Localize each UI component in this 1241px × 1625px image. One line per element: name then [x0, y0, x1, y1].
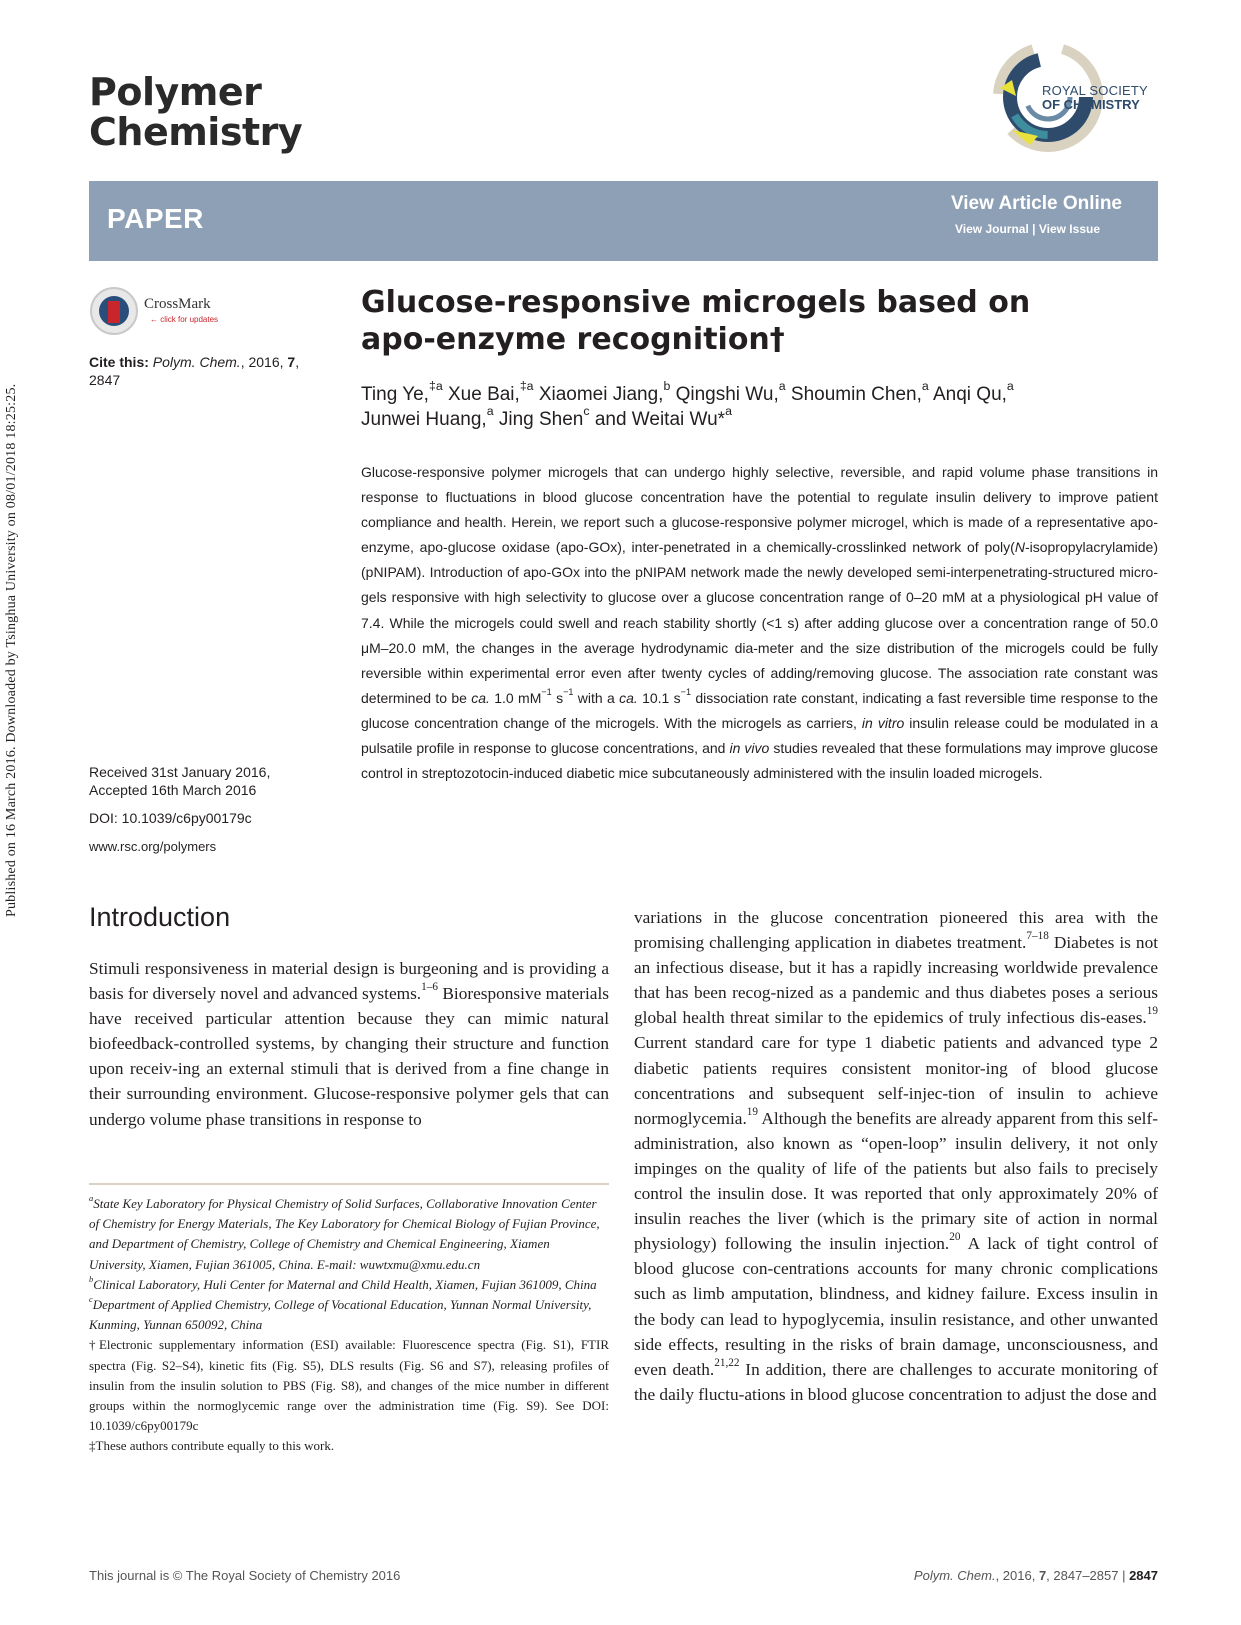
crossmark-icon — [90, 287, 138, 335]
link-separator: | — [1032, 222, 1036, 236]
crossmark-subtitle: ← click for updates — [150, 315, 219, 324]
intro-column-right: variations in the glucose concentration pioneered this area with the promising challenging application in diabetes treatment.$^{7-18}$ Diabetes is not an infectious disease, but it has a rapidly increasing worldwide prevalence that has been recog-nized as a pandemic and thus diabetes poses a serious global health threat similar to the epidemics of truly infectious dis-eases.$^{19}$ Current standard care for type 1 diabetic patients and advanced type 2 diabetic patients requires consistent monitor-ing of blood glucose concentrations and subsequent self-injec-tion of insulin to achieve normoglycemia.$^{19}$ Although the benefits are already apparent from this self-administration, also known as “open-loop” insulin delivery, it not only impinges on the quality of life of the patients but also fails to precisely control the insulin dose. It was reported that only approximately 20% of insulin reaches the liver (which is the primary site of action in normal physiology) following the insulin injection.$^{20}$ A lack of tight control of blood glucose con-centrations accounts for many chronic complications such as limb amputation, blindness, and kidney failure. Excess insulin in the body can lead to hypoglycemia, insulin resistance, and other unwanted side effects, resulting in the risks of brain damage, unconsciousness, and even death.$^{21,22}$ In addition, there are challenges to accurate monitoring of the daily fluctu-ations in blood glucose concentration to adjust the dose and — [634, 908, 1159, 1404]
crossmark-title: CrossMark — [144, 296, 211, 312]
reference-link[interactable]: 1–6 — [421, 981, 438, 994]
download-note: Published on 16 March 2016. Downloaded by Tsinghua University on 08/01/2018 18:25:25. — [4, 383, 19, 917]
affiliation-a: $^a$State Key Laboratory for Physical Chemistry of Solid Surfaces, Collaborative Innovation Center of Chemistry for Energy Materials, The Key Laboratory for Chemical Biology of Fujian Province, and Department of Chemistry, College of Chemistry and Chemical Engineering, Xiamen University, Xiamen, Fujian 361005, China. E-mail: wuwtxmu@xmu.edu.cn — [89, 1192, 600, 1272]
page-number: 2847 — [1129, 1568, 1158, 1583]
reference-link[interactable]: 7–18 — [1026, 930, 1049, 943]
footer-copyright: This journal is © The Royal Society of Chemistry 2016 — [89, 1568, 401, 1583]
article-title-line2: apo-enzyme recognition† — [361, 322, 785, 357]
footer-citation: Polym. Chem., 2016, 7, 2847–2857 | 2847 — [913, 1568, 1158, 1583]
article-title-line1: Glucose-responsive microgels based on — [361, 285, 1031, 320]
cite-prefix: Cite this: — [89, 354, 149, 370]
rsc-logo-line2: OF CHEMISTRY — [1042, 97, 1140, 112]
cite-page: 2847 — [89, 372, 121, 388]
article-type-label: PAPER — [107, 203, 204, 234]
reference-link[interactable]: 20 — [949, 1231, 961, 1244]
journal-title — [89, 72, 409, 152]
view-issue-link[interactable]: View Issue — [1038, 222, 1100, 236]
journal-title-line1: Polymer — [89, 70, 262, 114]
cite-volume: 7 — [287, 354, 296, 370]
esi-note: †Electronic supplementary information (ESI) available: Fluorescence spectra (Fig. S1), FTIR spectra (Fig. S2–S4), kinetic fits (Fig. S5), DLS results (Fig. S6 and S7), releasing profiles of insulin from the insulin solution to PBS (Fig. S8), and changes of the mice number in different groups within the normoglycemic range over the administration time (Fig. S9). See DOI: 10.1039/c6py00179c — [89, 1337, 609, 1434]
reference-link[interactable]: 19 — [1146, 1005, 1158, 1018]
affiliation-b: $^b$Clinical Laboratory, Huli Center for Maternal and Child Health, Xiamen, Fujian 361009, China — [89, 1273, 597, 1292]
article-banner — [89, 181, 1158, 261]
journal-url[interactable]: www.rsc.org/polymers — [89, 839, 217, 854]
crossmark-badge[interactable] — [90, 287, 240, 337]
accepted-date: Accepted 16th March 2016 — [89, 782, 257, 798]
journal-title-line2: Chemistry — [89, 110, 303, 154]
section-heading-introduction: Introduction — [89, 902, 231, 932]
intro-column-left: Stimuli responsiveness in material design is burgeoning and is providing a basis for diversely novel and advanced systems.$^{1-6}$ Bioresponsive materials have received particular attention because they can mimic natural biofeedback-controlled systems, by changing their structure and function upon receiv-ing an external stimuli that is derived from a fine change in their surrounding environment. Glucose-responsive polymer gels that can undergo volume phase transitions in response to — [89, 959, 610, 1129]
footnote-divider — [89, 1183, 609, 1185]
rsc-logo-text — [1042, 84, 1172, 112]
view-links — [955, 222, 1100, 236]
equal-contribution-note: ‡These authors contribute equally to this work. — [89, 1438, 335, 1454]
article-title — [361, 284, 1141, 358]
view-article-online-link[interactable]: View Article Online — [950, 193, 1122, 214]
affiliation-c: $^c$Department of Applied Chemistry, College of Vocational Education, Yunnan Normal University, Kunming, Yunnan 650092, China — [89, 1294, 592, 1333]
view-journal-link[interactable]: View Journal — [954, 222, 1029, 236]
author-list: Ting Ye,$^{\ddagger a}$ Xue Bai,$^{\ddagger a}$ Xiaomei Jiang,$^b$ Qingshi Wu,$^a$ Shoumin Chen,$^a$ Anqi Qu,$^a$ Junwei Huang,$^a$ Jing Shen$^c$ and Weitai Wu*$^a$ — [361, 379, 1014, 430]
article-metadata — [89, 763, 339, 856]
footnotes — [89, 1194, 609, 1457]
abstract: Glucose-responsive polymer microgels that can undergo highly selective, reversible, and rapid volume phase transitions in response to fluctuations in blood glucose concentration have the potential to regulate insulin delivery to improve patient compliance and health. Herein, we report such a glucose-responsive polymer microgel, which is made of a representative apo-enzyme, apo-glucose oxidase (apo-GOx), inter-penetrated in a chemically-crosslinked network of poly(N-isopropylacrylamide) (pNIPAM). Introduction of apo-GOx into the pNIPAM network made the newly developed semi-interpenetrating-structured micro-gels responsive with high selectivity to glucose over a glucose concentration range of 0–20 mM at a physiological pH value of 7.4. While the microgels could swell and reach stability shortly (<1 s) after adding glucose over a concentration range of 50.0 μM–20.0 mM, the changes in the average hydrodynamic dia-meter and the size distribution of the microgels could be fully reversible within experimental error even after twenty cycles of adding/removing glucose. The association rate constant was determined to be ca. 1.0 $mM^{-1}$ $s^{-1}$ with a ca. 10.1 $s^{-1}$ dissociation rate constant, indicating a fast reversible time response to the glucose concentration change of the microgels. With the microgels as carriers, in vitro insulin release could be modulated in a pulsatile profile in response to glucose concentrations, and in vivo studies revealed that these formulations may improve glucose control in streptozotocin-induced diabetic mice subcutaneously administered with the insulin loaded microgels. — [361, 464, 1159, 782]
received-date: Received 31st January 2016, — [89, 764, 271, 780]
reference-link[interactable]: 21,22 — [714, 1356, 740, 1369]
rsc-logo-line1: ROYAL SOCIETY — [1042, 83, 1148, 98]
cite-journal: Polym. Chem. — [152, 354, 241, 370]
reference-link[interactable]: 19 — [746, 1105, 759, 1118]
doi: DOI: 10.1039/c6py00179c — [89, 810, 252, 826]
citation: Cite this: Polym. Chem., 2016, 7, 2847 — [89, 354, 300, 388]
